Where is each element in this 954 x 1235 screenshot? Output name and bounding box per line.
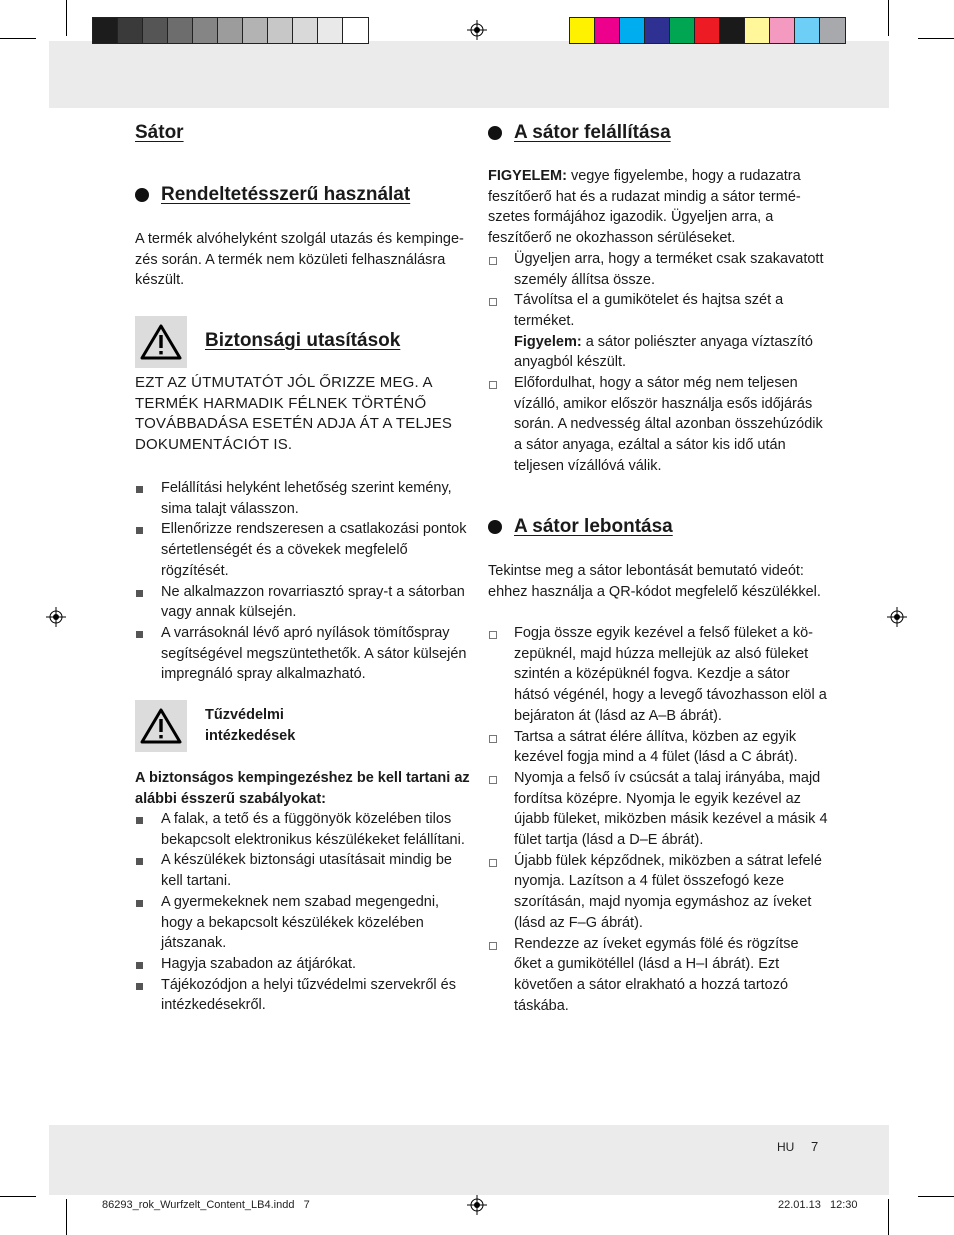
warning-icon-box — [135, 316, 187, 368]
setup-heading: A sátor felállítása — [488, 122, 671, 144]
list-item: Újabb fülek képződnek, miközben a sátrat lefelé nyomja. Lazítson a 4 fület összefogó keze szorításán, majd nyomja egymáshoz az íveket (lásd az F–G ábrát). — [488, 851, 828, 934]
fire-heading: Tűzvédelmi intézkedések — [205, 707, 296, 744]
color-swatch — [620, 18, 645, 43]
list-item: Tájékozódjon a helyi tűzvédelmi szervekről és intézkedésekről. — [135, 975, 470, 1016]
color-swatch — [795, 18, 820, 43]
color-swatch — [695, 18, 720, 43]
color-swatch — [168, 18, 193, 43]
warning-triangle-icon — [140, 324, 182, 360]
print-date: 22.01.13 12:30 — [778, 1199, 858, 1211]
color-swatch — [143, 18, 168, 43]
list-item: Ellenőrizze rendszeresen a csatlakozási pontok sértetlenségét és a cövekek megfelelő rögzítését. — [135, 519, 470, 581]
list-item: A készülékek biztonsági utasításait mindig be kell tartani. — [135, 850, 470, 891]
list-item: Ne alkalmazzon rovarriasztó spray-t a sátorban vagy annak külsején. — [135, 582, 470, 623]
warning-triangle-icon — [140, 708, 182, 744]
registration-mark-icon — [887, 607, 907, 627]
language-code: HU — [777, 1140, 795, 1154]
color-swatch — [93, 18, 118, 43]
color-swatch — [595, 18, 620, 43]
takedown-heading: A sátor lebontása — [488, 516, 673, 538]
bullet-dot-icon — [488, 520, 502, 534]
list-item: Ügyeljen arra, hogy a terméket csak szakavatott személy állítsa össze. — [488, 249, 828, 290]
color-swatch-strip — [569, 17, 846, 44]
grayscale-swatch-strip — [92, 17, 369, 44]
header-band — [49, 41, 889, 108]
footer-band — [49, 1125, 889, 1195]
color-swatch — [118, 18, 143, 43]
color-swatch — [720, 18, 745, 43]
list-item: Fogja össze egyik kezével a felső füleket a kö-zepüknél, majd húzza mellejük az alsó füleket szintén a középüknél fogva. Kezdje a sátor hátsó végénél, hogy a levegő távozhasson elöl a bejáraton át (lásd az A–B ábrát). — [488, 623, 828, 727]
list-item: A varrásoknál lévő apró nyílások tömítőspray segítségével megszüntethetők. A sátor külsején impregnáló spray alkalmazható. — [135, 623, 470, 685]
list-item: Rendezze az íveket egymás fölé és rögzítse őket a gumikötéllel (lásd a H–I ábrát). Ezt követően a sátor elrakható a hozzá tartozó táskába. — [488, 934, 828, 1017]
intended-use-text: A termék alvóhelyként szolgál utazás és kempinge-zés során. A termék nem közületi felhasználásra készült. — [135, 231, 464, 289]
color-swatch — [293, 18, 318, 43]
list-item: Távolítsa el a gumikötelet és hajtsa szét a terméket. — [488, 290, 828, 331]
registration-mark-icon — [46, 607, 66, 627]
list-item: Nyomja a felső ív csúcsát a talaj irányába, majd fordítsa középre. Nyomja le egyik kezével az újabb füleket, miközben másik kezével a másik 4 fület tartja (lásd a D–E ábrát). — [488, 768, 828, 851]
safety-list — [135, 478, 470, 685]
color-swatch — [670, 18, 695, 43]
fire-list — [135, 809, 470, 1016]
safety-caps-text: EZT AZ ÚTMUTATÓT JÓL ŐRIZZE MEG. A TERMÉK HARMADIK FÉLNEK TÖRTÉNŐ TOVÁBBADÁSA ESETÉN ADJA ÁT A TELJES DOKUMENTÁCIÓT IS. — [135, 374, 453, 454]
color-swatch — [770, 18, 795, 43]
bullet-dot-icon — [135, 188, 149, 202]
setup-list — [488, 249, 828, 332]
registration-mark-icon — [467, 20, 487, 40]
color-swatch — [268, 18, 293, 43]
list-item: Előfordulhat, hogy a sátor még nem teljesen vízálló, amikor először használja esős időjárás során. A nedvesség által azonban összehúzódik a sátor anyaga, ezáltal a sátor kis idő után teljesen vízállóvá válik. — [488, 373, 828, 477]
color-swatch — [243, 18, 268, 43]
color-swatch — [218, 18, 243, 43]
takedown-intro: Tekintse meg a sátor lebontását bemutató videót: ehhez használja a QR-kódot megfelelő készülékkel. — [488, 563, 821, 600]
page-title: Sátor — [135, 122, 184, 143]
warning-icon-box — [135, 700, 187, 752]
setup-note: Figyelem: a sátor poliészter anyaga víztaszító anyagból készült. — [514, 333, 814, 371]
color-swatch — [745, 18, 770, 43]
color-swatch — [193, 18, 218, 43]
list-item: Hagyja szabadon az átjárókat. — [135, 954, 470, 975]
setup-list — [488, 373, 828, 477]
bullet-dot-icon — [488, 126, 502, 140]
list-item: A gyermekeknek nem szabad megengedni, hogy a bekapcsolt készülékek közelében játszanak. — [135, 892, 470, 954]
list-item: Tartsa a sátrat élére állítva, közben az egyik kezével fogja mind a 4 fület (lásd a C ábrát). — [488, 727, 828, 768]
page-number: 7 — [811, 1139, 819, 1154]
takedown-list — [488, 623, 828, 1016]
registration-mark-icon — [467, 1195, 487, 1215]
safety-heading: Biztonsági utasítások — [205, 330, 401, 351]
setup-attention: FIGYELEM: vegye figyelembe, hogy a rudazatra feszítőerő hat és a rudazat mindig a sátor termé-szetes formájához igazodik. Ügyeljen arra, a feszítőerő ne okozhasson sérüléseket. — [488, 168, 801, 247]
color-swatch — [318, 18, 343, 43]
color-swatch — [570, 18, 595, 43]
fire-intro: A biztonságos kempingezéshez be kell tartani az alábbi ésszerű szabályokat: — [135, 770, 470, 807]
color-swatch — [820, 18, 845, 43]
list-item: Felállítási helyként lehetőség szerint kemény, sima talajt válasszon. — [135, 478, 470, 519]
file-slug: 86293_rok_Wurfzelt_Content_LB4.indd 7 — [102, 1199, 310, 1211]
list-item: A falak, a tető és a függönyök közelében tilos bekapcsolt elektronikus készülékeket felállítani. — [135, 809, 470, 850]
intended-use-heading: Rendeltetésszerű használat — [135, 184, 410, 206]
color-swatch — [645, 18, 670, 43]
setup-section — [488, 166, 828, 477]
color-swatch — [343, 18, 368, 43]
